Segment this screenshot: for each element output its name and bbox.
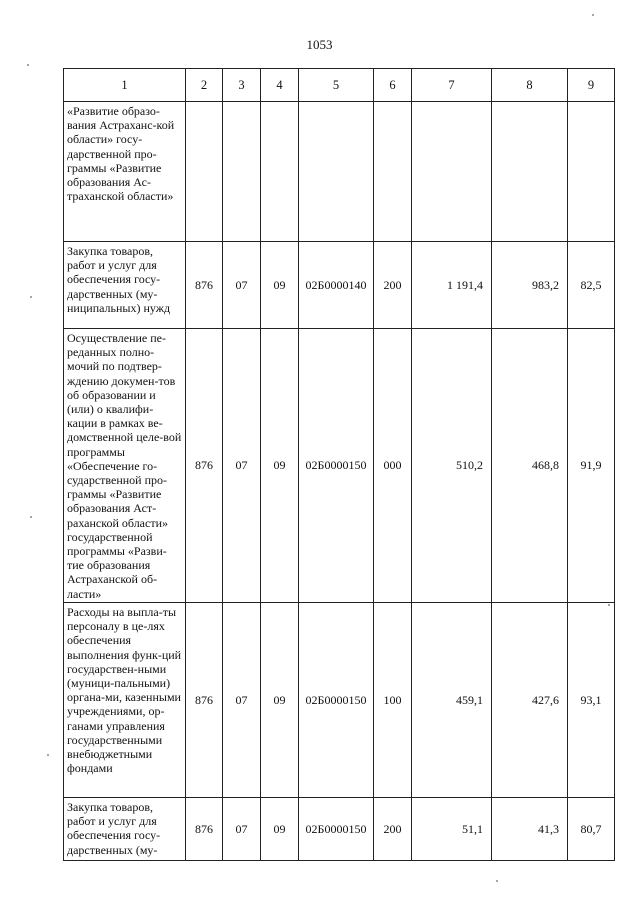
column-header: 1	[64, 69, 186, 102]
cell-executed	[492, 102, 568, 242]
cell-target-article: 02Б0000150	[299, 603, 374, 798]
cell-executed: 427,6	[492, 603, 568, 798]
cell-target-article: 02Б0000150	[299, 798, 374, 861]
column-header: 2	[186, 69, 223, 102]
table-header-row	[64, 69, 615, 102]
row-description: Осуществление пе-реданных полно-мочий по подтвер-ждению докумен-тов об образовании и (или) о квалифи-кации в рамках ве-домственной целе-вой программы «Обеспечение го-сударственной про-граммы «Развитие образования Аст-раханской области» государственной программы «Разви-тие образования Астраханской об-ласти»	[64, 329, 186, 603]
row-description: «Развитие образо-вания Астраханс-кой области» госу-дарственной про-граммы «Развитие образования Ас-траханской области»	[64, 102, 186, 242]
row-description: Расходы на выпла-ты персоналу в це-лях обеспечения выполнения функ-ций государствен-ными (муници-пальными) органа-ми, казенными учреждениями, ор-ганами управления государственными внебюджетными фондами	[64, 603, 186, 798]
cell-percent: 93,1	[568, 603, 615, 798]
scan-speck	[592, 14, 594, 16]
cell-subsection: 09	[261, 242, 299, 329]
scan-speck	[30, 296, 32, 298]
scan-speck	[608, 604, 610, 606]
column-header: 7	[412, 69, 492, 102]
column-header: 4	[261, 69, 299, 102]
table-row	[64, 329, 615, 603]
cell-subsection: 09	[261, 329, 299, 603]
cell-percent	[568, 102, 615, 242]
table-row	[64, 798, 615, 861]
cell-executed: 983,2	[492, 242, 568, 329]
row-description: Закупка товаров, работ и услуг для обеспечения госу-дарственных (му-	[64, 798, 186, 861]
scan-speck	[27, 64, 29, 66]
column-header: 9	[568, 69, 615, 102]
cell-target-article: 02Б0000140	[299, 242, 374, 329]
cell-expense-type	[374, 102, 412, 242]
scan-speck	[47, 754, 49, 756]
cell-ministry-code	[186, 102, 223, 242]
row-description: Закупка товаров, работ и услуг для обеспечения госу-дарственных (му-ниципальных) нужд	[64, 242, 186, 329]
cell-expense-type: 200	[374, 242, 412, 329]
cell-ministry-code: 876	[186, 603, 223, 798]
cell-expense-type: 100	[374, 603, 412, 798]
table-row	[64, 242, 615, 329]
column-header: 8	[492, 69, 568, 102]
cell-section	[223, 102, 261, 242]
cell-percent: 82,5	[568, 242, 615, 329]
cell-subsection: 09	[261, 798, 299, 861]
budget-table	[63, 68, 615, 861]
cell-section: 07	[223, 603, 261, 798]
cell-ministry-code: 876	[186, 798, 223, 861]
cell-planned	[412, 102, 492, 242]
scan-speck	[30, 516, 32, 518]
page-number: 1053	[306, 37, 333, 52]
cell-executed: 468,8	[492, 329, 568, 603]
cell-planned: 1 191,4	[412, 242, 492, 329]
column-header: 3	[223, 69, 261, 102]
cell-ministry-code: 876	[186, 242, 223, 329]
scan-speck	[496, 880, 498, 882]
table-row	[64, 603, 615, 798]
cell-section: 07	[223, 242, 261, 329]
cell-target-article	[299, 102, 374, 242]
column-header: 6	[374, 69, 412, 102]
cell-subsection: 09	[261, 603, 299, 798]
cell-expense-type: 000	[374, 329, 412, 603]
table-row	[64, 102, 615, 242]
cell-percent: 91,9	[568, 329, 615, 603]
cell-planned: 51,1	[412, 798, 492, 861]
cell-planned: 459,1	[412, 603, 492, 798]
cell-expense-type: 200	[374, 798, 412, 861]
column-header: 5	[299, 69, 374, 102]
cell-planned: 510,2	[412, 329, 492, 603]
cell-percent: 80,7	[568, 798, 615, 861]
cell-executed: 41,3	[492, 798, 568, 861]
cell-target-article: 02Б0000150	[299, 329, 374, 603]
cell-ministry-code: 876	[186, 329, 223, 603]
cell-section: 07	[223, 798, 261, 861]
cell-subsection	[261, 102, 299, 242]
cell-section: 07	[223, 329, 261, 603]
